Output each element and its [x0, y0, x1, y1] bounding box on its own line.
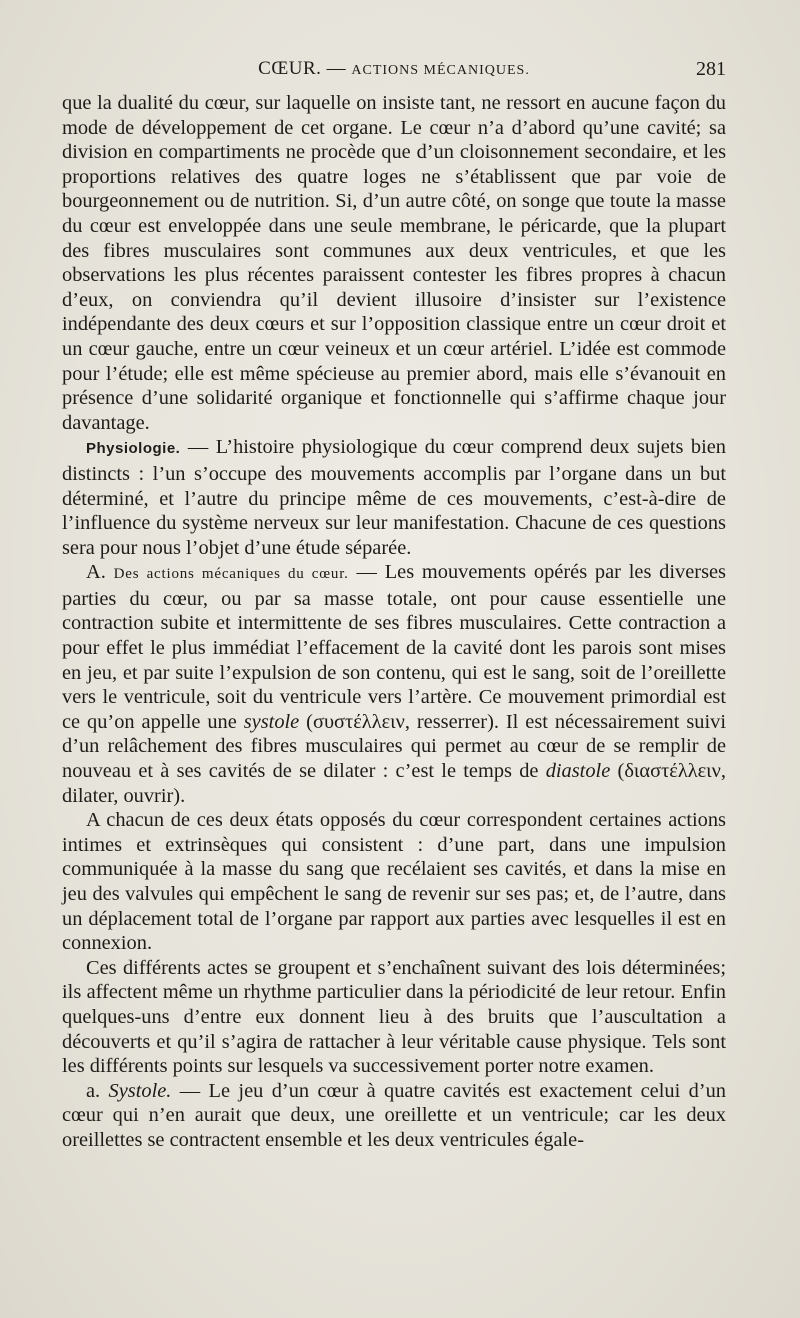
header-title-sub: ACTIONS MÉCANIQUES. [351, 63, 530, 78]
paragraph-etats-opposes: A chacun de ces deux états opposés du cœur correspondent certaines actions intimes et extrinsèques qui consistent : d’une part, dans une impulsion communiquée à la masse du sang que recélaient ses cavités, et dans la mise en jeu des valvules qui empêchent le sang de revenir sur ses pas; et, de l’autre, dans un déplacement total de l’organe par rapport aux parties avec lesquelles il est en connexion. [62, 809, 726, 955]
page-number: 281 [696, 58, 726, 80]
header-title-main: CŒUR. [258, 58, 322, 79]
subsection-letter-a-lower: a. [86, 1079, 109, 1102]
paragraph-systole [62, 1079, 726, 1153]
paragraph-physiologie-text: — L’histoire physiologique du cœur comprend deux sujets bien distincts : l’un s’occupe des mouvements accomplis par l’organe dans un but déterminé, et l’autre du principe même de ces mouvements, c’est-à-dire de l’influence du système nerveux sur leur manifestation. Chacune de ces questions sera pour nous l’objet d’une étude séparée. [62, 436, 726, 559]
section-heading-physiologie: Physiologie. [86, 440, 181, 458]
paragraph-systole-text: — Le jeu d’un cœur à quatre cavités est exactement celui d’un cœur qui n’en aurait que deux, une oreillette et un ventricule; car les deux oreillettes se contractent ensemble et les deux ventricules égale- [62, 1079, 726, 1151]
paragraph-actions-text-a: — Les mouvements opérés par les diverses parties du cœur, ou par sa masse totale, ont pour cause essentielle une contraction subite et intermittente de ses fibres musculaires. Cette contraction a pour effet le plus immédiat l’effacement de la cavité dont les parois sont mises en jeu, et par suite l’expulsion de son contenu, qui est le sang, soit de l’oreillette vers le ventricule, soit du ventricule vers l’artère. Ce mouvement primordial est ce qu’on appelle une [62, 561, 726, 733]
paragraph-dualite: que la dualité du cœur, sur laquelle on insiste tant, ne ressort en aucune façon du mode de développement de cet organe. Le cœur n’a d’abord qu’une cavité; sa division en compartiments ne procède que d’un cloisonnement secondaire, et les proportions relatives des quatre loges ne s’établissent que par voie de bourgeonnement ou de nutrition. Si, d’un autre côté, on songe que toute la masse du cœur est enveloppée dans une seule membrane, le péricarde, que la plupart des fibres musculaires sont communes aux deux ventricules, et que les observations les plus récentes paraissent contester les fibres propres à chacun d’eux, on conviendra qu’il devient illusoire d’insister sur l’existence indépendante des deux cœurs et sur l’opposition classique entre un cœur droit et un cœur gauche, entre un cœur veineux et un cœur artériel. L’idée est commode pour l’étude; elle est même spécieuse au premier abord, mais elle s’évanouit en présence d’une solidarité organique et fonctionnelle qui s’affirme chaque jour davantage. [62, 92, 726, 434]
subsection-heading-actions: Des actions mécaniques du cœur. [113, 566, 349, 583]
paragraph-actions-text-d: ( [610, 760, 625, 783]
subsection-heading-systole: Systole. [108, 1079, 172, 1102]
greek-systellein: συστέλλειν [312, 710, 405, 733]
paragraph-actions-text-b: ( [299, 710, 313, 733]
greek-diastellein: διαστέλλειν [624, 760, 721, 783]
header-title [62, 58, 726, 80]
term-systole: systole [243, 710, 300, 733]
term-diastole: diastole [545, 760, 611, 783]
paragraph-actes-groupes: Ces différents actes se groupent et s’enchaînent suivant des lois déterminées; ils affectent même un rhythme particulier dans la périodicité de leur retour. Enfin quelques-uns d’entre eux donnent lieu à des bruits que l’auscultation a découverts et qu’il s’agira de rattacher à leur véritable cause physique. Tels sont les différents points sur lesquels va successivement porter notre examen. [62, 956, 726, 1078]
paragraph-physiologie [62, 435, 726, 560]
subsection-letter-a: A. [86, 561, 114, 584]
body-text [62, 91, 726, 1153]
paragraph-actions-text-c: , resserrer). Il est nécessairement suivi d’un relâchement des fibres musculaires qui permet au cœur de se remplir de nouveau et à ses cavités de se dilater : c’est le temps de [62, 710, 727, 783]
header-title-separator: — [321, 58, 352, 79]
running-header [62, 58, 726, 84]
paragraph-actions-text-e: , dilater, ouvrir). [62, 760, 726, 807]
paragraph-actions-mecaniques [62, 560, 726, 808]
